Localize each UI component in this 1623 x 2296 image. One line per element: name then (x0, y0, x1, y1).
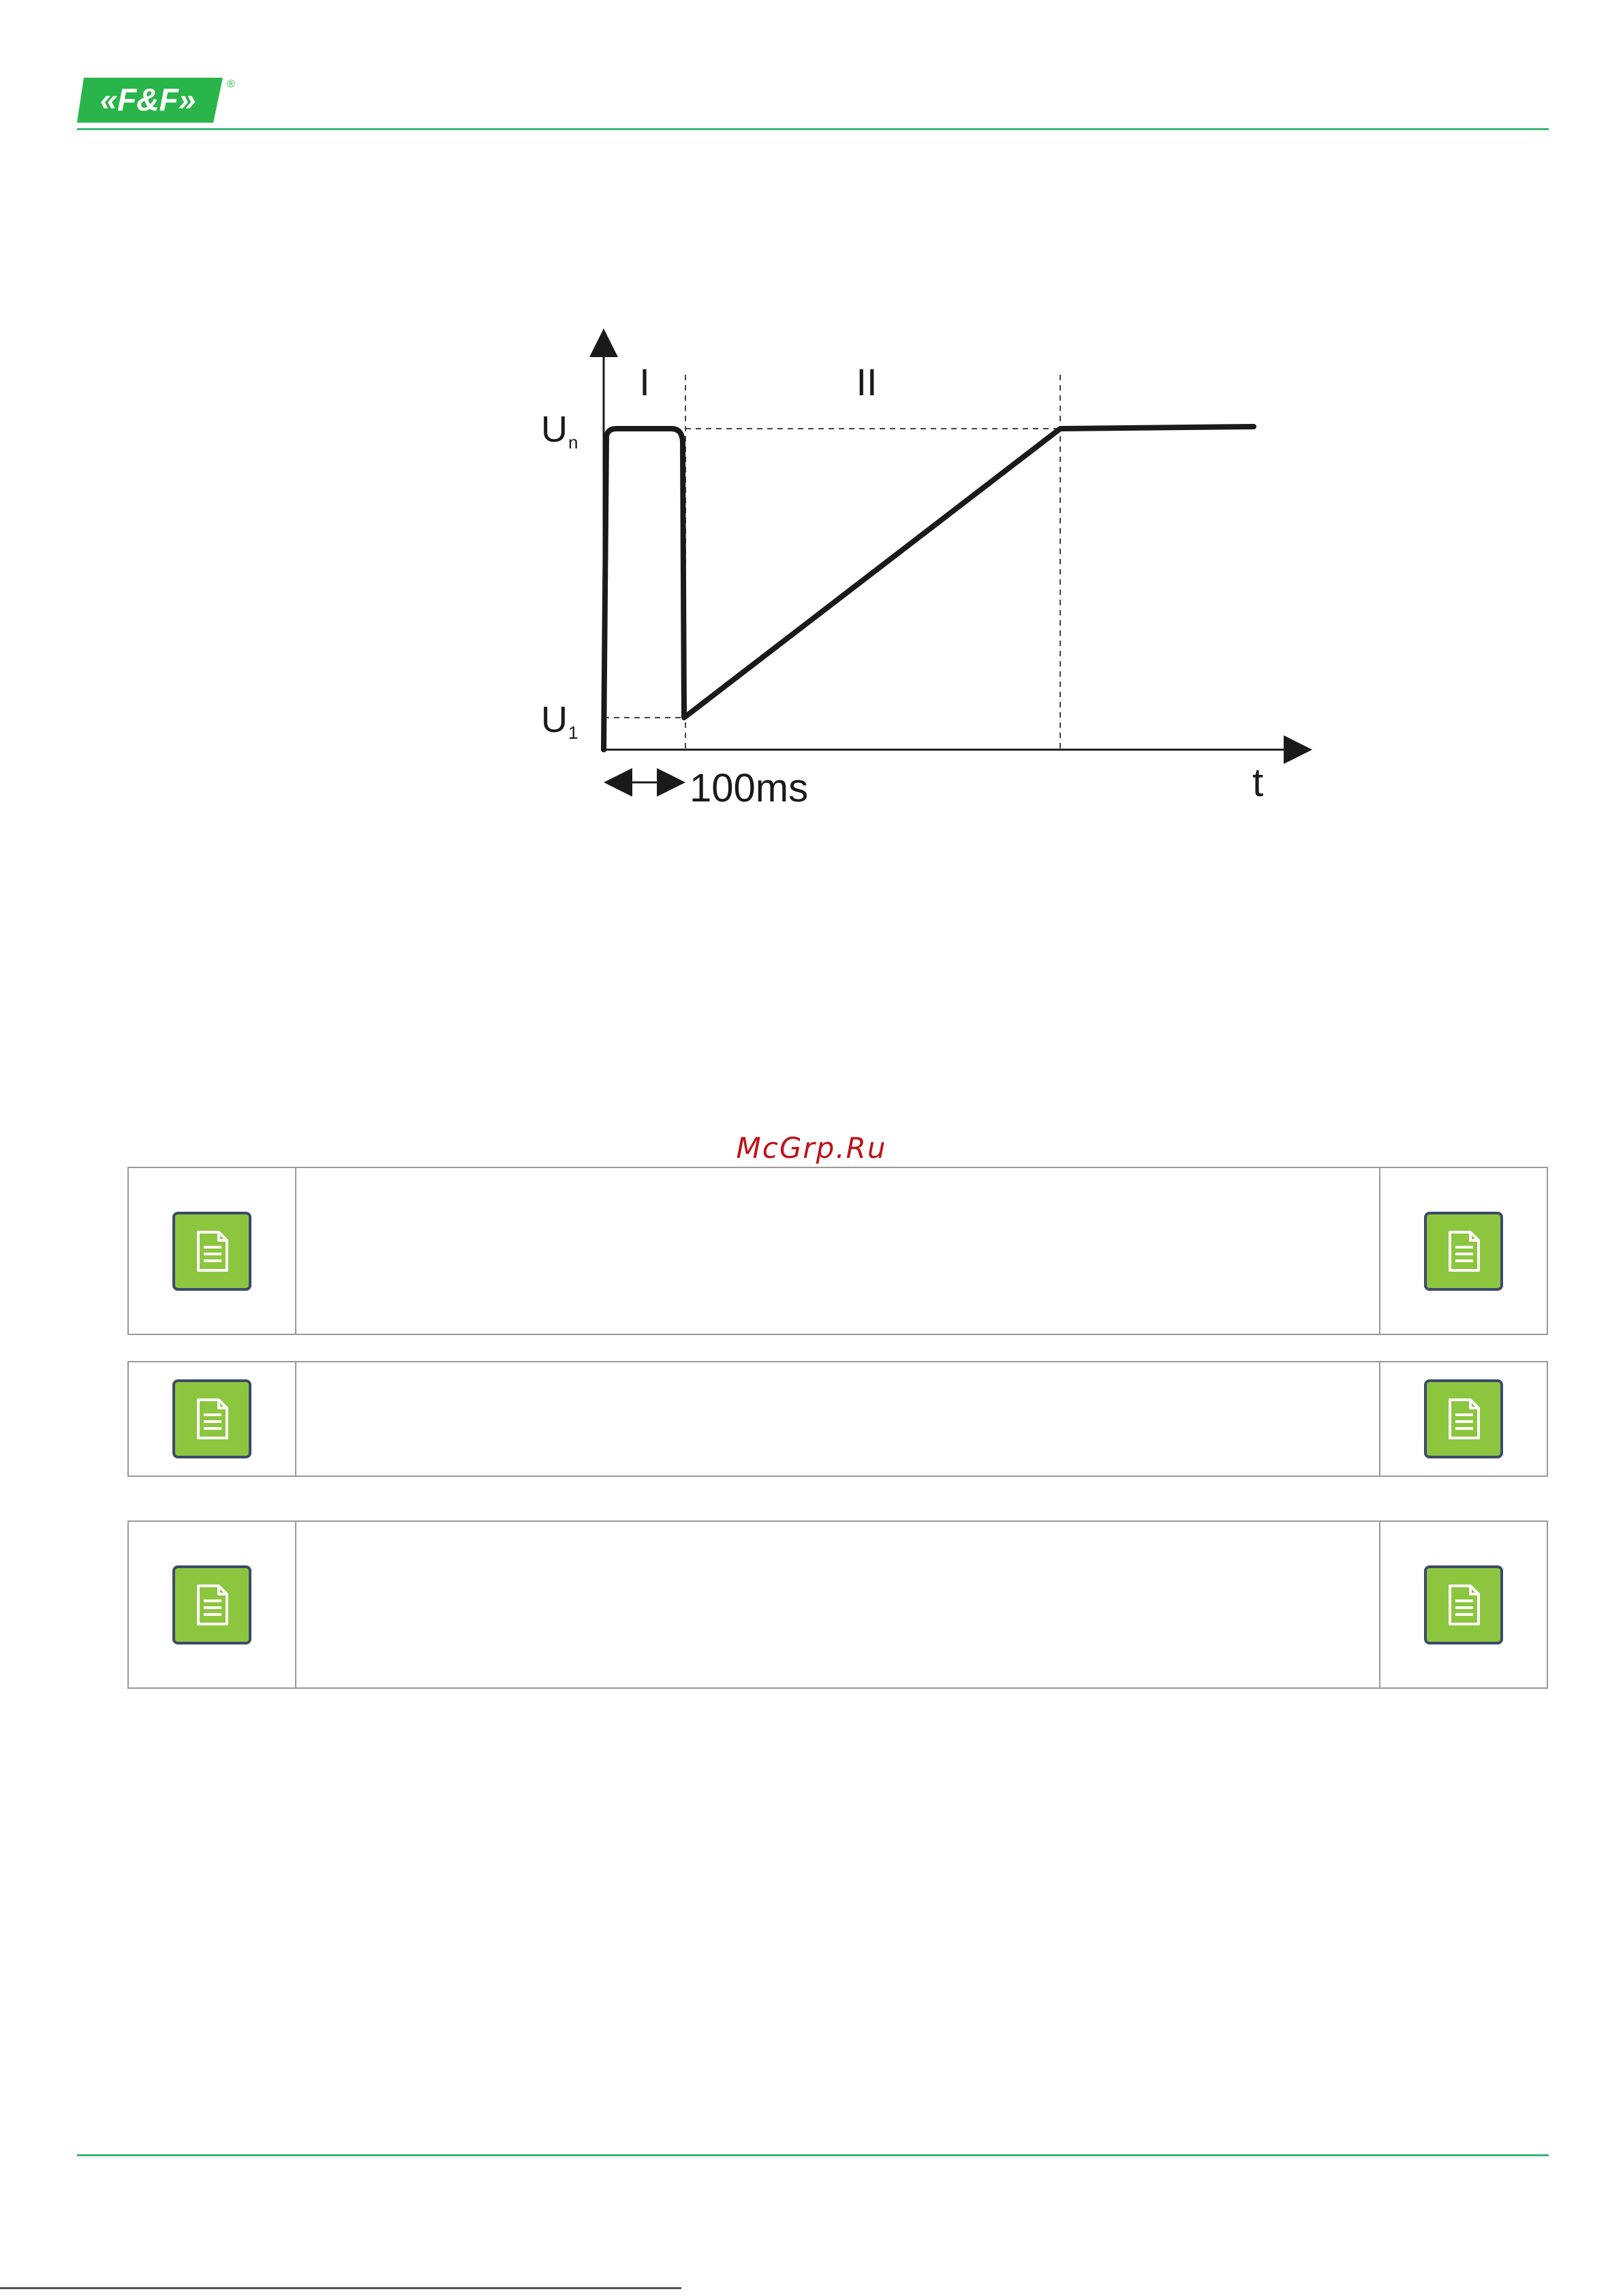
note-box (127, 1167, 1548, 1335)
note-icon-cell (1379, 1362, 1547, 1475)
registered-mark: ® (227, 78, 235, 90)
phase-1-label: I (639, 361, 650, 403)
watermark: McGrp.Ru (736, 1131, 887, 1165)
y-label-initial-sub: 1 (568, 722, 578, 743)
footer-divider (77, 2154, 1549, 2156)
duration-label: 100ms (690, 766, 809, 810)
note-text (296, 1362, 1379, 1475)
x-axis-label: t (1252, 761, 1264, 805)
logo-text: «F&F» (99, 82, 196, 117)
brand-logo (77, 74, 235, 127)
note-text (296, 1522, 1379, 1687)
note-icon-cell (1379, 1168, 1547, 1334)
document-icon (172, 1379, 251, 1458)
y-label-nominal: U (541, 409, 568, 450)
y-label-nominal-sub: n (568, 432, 578, 453)
document-icon (1424, 1379, 1503, 1458)
document-icon (172, 1565, 251, 1644)
note-text (296, 1168, 1379, 1334)
y-label-initial: U (541, 699, 568, 740)
voltage-timing-diagram (518, 320, 1335, 825)
note-box (127, 1361, 1548, 1477)
note-box (127, 1520, 1548, 1689)
page-edge-strip (0, 2287, 681, 2289)
document-icon (172, 1212, 251, 1291)
note-icon-cell (129, 1362, 296, 1475)
note-icon-cell (129, 1168, 296, 1334)
document-icon (1424, 1212, 1503, 1291)
note-icon-cell (1379, 1522, 1547, 1687)
header-divider (77, 128, 1549, 130)
phase-2-label: II (856, 361, 878, 403)
voltage-curve (604, 427, 1254, 750)
note-icon-cell (129, 1522, 296, 1687)
document-icon (1424, 1565, 1503, 1644)
